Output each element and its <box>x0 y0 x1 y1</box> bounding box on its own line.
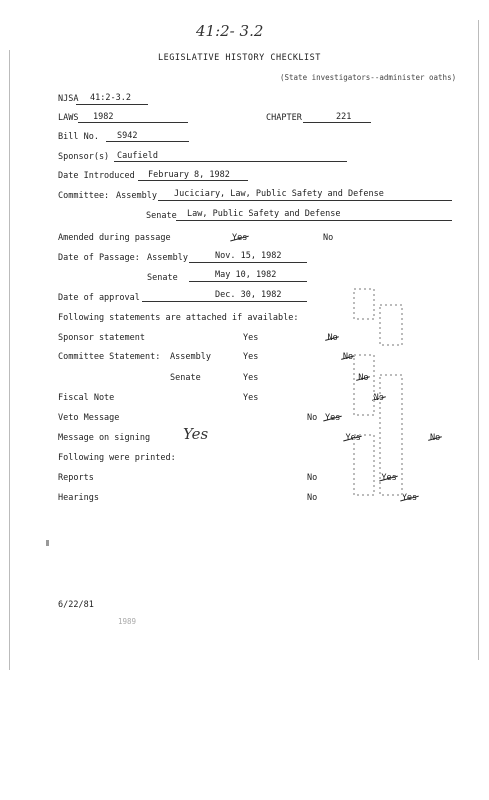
committee-statement-assembly-label: Assembly <box>170 352 211 362</box>
amended-yes: Yes <box>232 233 248 243</box>
committee-statement-assembly-yes: Yes <box>243 352 259 362</box>
handwritten-number: 41:2- 3.2 <box>196 22 264 40</box>
amended-no: No <box>323 233 334 243</box>
sponsor-statement-label: Sponsor statement <box>58 333 145 343</box>
approval-label: Date of approval <box>58 293 140 303</box>
fiscal-note-label: Fiscal Note <box>58 393 115 403</box>
passage-assembly-label: Assembly <box>147 253 188 263</box>
passage-label: Date of Passage: <box>58 253 140 263</box>
signing-handwritten-yes: Yes <box>183 425 209 443</box>
passage-senate-value: May 10, 1982 <box>215 270 277 280</box>
passage-assembly-value: Nov. 15, 1982 <box>215 251 282 261</box>
committee-statement-senate-no: No <box>358 373 369 383</box>
committee-assembly-value: Juciciary, Law, Public Safety and Defense <box>174 189 384 199</box>
signing-message-no: No <box>429 433 441 443</box>
statements-heading: Following statements are attached if available: <box>58 313 299 323</box>
passage-senate-label: Senate <box>147 273 178 283</box>
footer-date: 6/22/81 <box>58 600 94 610</box>
njsa-value: 41:2-3.2 <box>90 93 131 103</box>
hearings-label: Hearings <box>58 493 99 503</box>
committee-label: Committee: <box>58 191 110 201</box>
date-introduced-value: February 8, 1982 <box>148 170 230 180</box>
committee-statement-senate-yes: Yes <box>243 373 259 383</box>
veto-message-no: No <box>307 413 318 423</box>
stray-mark <box>46 540 49 546</box>
printed-heading: Following were printed: <box>58 453 176 463</box>
bill-value: S942 <box>117 131 138 141</box>
committee-statement-label: Committee Statement: <box>58 352 161 362</box>
committee-assembly-label: Assembly <box>116 191 157 201</box>
signing-message-label: Message on signing <box>58 433 151 443</box>
amended-label: Amended during passage <box>58 233 171 243</box>
hearings-yes: Yes <box>401 493 418 503</box>
sponsor-label: Sponsor(s) <box>58 152 110 162</box>
veto-message-yes: Yes <box>324 413 341 423</box>
approval-value: Dec. 30, 1982 <box>215 290 282 300</box>
bill-label: Bill No. <box>58 132 99 142</box>
page-subtitle: (State investigators--administer oaths) <box>280 73 457 82</box>
committee-statement-senate-label: Senate <box>170 373 201 383</box>
laws-value: 1982 <box>93 112 114 122</box>
left-edge-mark <box>9 50 10 670</box>
fiscal-note-no: No <box>373 393 384 403</box>
reports-label: Reports <box>58 473 94 483</box>
committee-statement-assembly-no: No <box>342 352 354 362</box>
fiscal-note-yes: Yes <box>243 393 259 403</box>
reports-yes: Yes <box>381 473 397 483</box>
footer-code: 1989 <box>118 617 137 626</box>
committee-senate-value: Law, Public Safety and Defense <box>187 209 341 219</box>
date-introduced-label: Date Introduced <box>58 171 135 181</box>
reports-no: No <box>307 473 318 483</box>
committee-senate-label: Senate <box>146 211 177 221</box>
laws-label: LAWS <box>58 113 79 123</box>
sponsor-value: Caufield <box>117 151 158 161</box>
chapter-value: 221 <box>336 112 352 122</box>
njsa-label: NJSA <box>58 94 79 104</box>
right-edge-mark <box>478 20 479 660</box>
sponsor-statement-yes: Yes <box>243 333 259 343</box>
page-title: LEGISLATIVE HISTORY CHECKLIST <box>158 53 321 63</box>
veto-message-label: Veto Message <box>58 413 120 423</box>
chapter-label: CHAPTER <box>266 113 302 123</box>
hearings-no: No <box>307 493 318 503</box>
faded-stamp <box>350 285 410 505</box>
sponsor-statement-no: No <box>327 333 338 343</box>
signing-message-yes: Yes <box>345 433 361 443</box>
